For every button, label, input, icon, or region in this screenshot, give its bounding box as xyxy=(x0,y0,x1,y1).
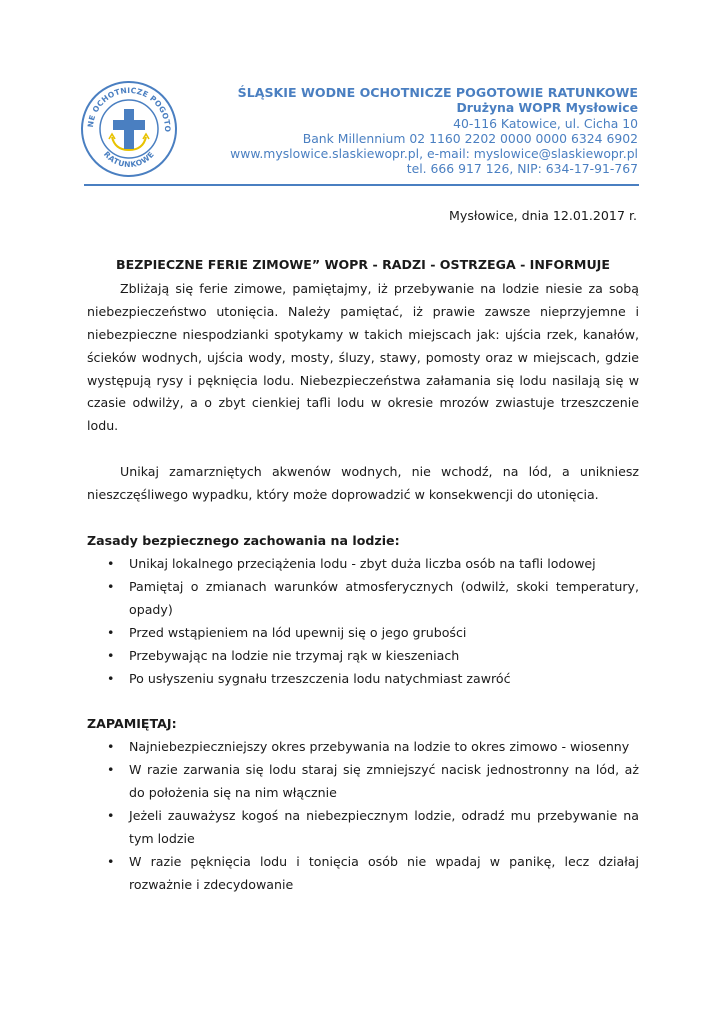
wopr-logo xyxy=(79,79,179,179)
remember-list xyxy=(87,736,639,896)
bullet-icon: • xyxy=(107,578,115,594)
paragraph-2: Unikaj zamarzniętych akwenów wodnych, nie wchodź, na lód, a unikniesz nieszczęśliwego wypadku, który może doprowadzić w konsekwencji do utonięcia. xyxy=(87,464,639,503)
bullet-icon: • xyxy=(107,762,115,778)
logo-ring-text-bottom: RATUNKOWE xyxy=(101,149,157,170)
paragraph-1: Zbliżają się ferie zimowe, pamiętajmy, iż przebywanie na lodzie niesie za sobą niebezpieczeństwo utonięcia. Należy pamiętać, iż prawie zawsze nieprzyjemne i niebezpieczne niespodzianki spotykamy w takich miejscach jak: ujścia rzek, kanałów, ścieków wodnych, ujścia wody, mosty, śluzy, stawy, pomosty oraz w miejscach, gdzie występują rysy i pęknięcia lodu. Niebezpieczeństwa załamania się lodu nasilają się w czasie odwilży, a o zbyt cienkiej tafli lodu w okresie mrozów zwiastuje trzeszczenie lodu. xyxy=(87,280,639,434)
bullet-icon: • xyxy=(107,555,115,571)
header-divider xyxy=(84,184,639,186)
cross-icon xyxy=(113,109,145,149)
list-item: • Pamiętaj o zmianach warunków atmosferycznych (odwilż, skoki temperatury, opady) xyxy=(87,576,639,622)
list-item: • W razie zarwania się lodu staraj się zmniejszyć nacisk jednostronny na lód, aż do położenia się na nim włącznie xyxy=(87,759,639,805)
phone-nip: tel. 666 917 126, NIP: 634-17-91-767 xyxy=(406,161,638,177)
letter-body xyxy=(87,254,639,897)
bullet-icon: • xyxy=(107,647,115,663)
bullet-icon: • xyxy=(107,808,115,824)
bullet-icon: • xyxy=(107,739,115,755)
list-item: • Po usłyszeniu sygnału trzeszczenia lodu natychmiast zawróć xyxy=(87,668,639,691)
address: 40-116 Katowice, ul. Cicha 10 xyxy=(453,115,638,131)
bullet-icon: • xyxy=(107,853,115,869)
rules-list xyxy=(87,553,639,690)
list-item: • Najniebezpieczniejszy okres przebywania na lodzie to okres zimowo - wiosenny xyxy=(87,736,639,759)
bank-account: Bank Millennium 02 1160 2202 0000 0000 6324 6902 xyxy=(302,130,638,146)
letterhead xyxy=(230,85,638,177)
org-name: ŚLĄSKIE WODNE OCHOTNICZE POGOTOWIE RATUNKOWE xyxy=(237,85,638,100)
web-email: www.myslowice.slaskiewopr.pl, e-mail: myslowice@slaskiewopr.pl xyxy=(230,146,638,162)
svg-text:RATUNKOWE xyxy=(102,150,156,169)
spacer xyxy=(87,438,639,461)
team-name: Drużyna WOPR Mysłowice xyxy=(456,100,638,116)
rules-heading: Zasady bezpiecznego zachowania na lodzie: xyxy=(87,533,400,549)
list-item: • Przebywając na lodzie nie trzymaj rąk w kieszeniach xyxy=(87,645,639,668)
list-item: • Unikaj lokalnego przeciążenia lodu - zbyt duża liczba osób na tafli lodowej xyxy=(87,553,639,576)
logo-ring-text-top: NE OCHOTNICZE POGOTO xyxy=(85,85,173,133)
spacer xyxy=(87,507,639,530)
remember-heading: ZAPAMIĘTAJ: xyxy=(87,716,177,732)
letter-date: Mysłowice, dnia 12.01.2017 r. xyxy=(449,208,637,223)
list-item: • Jeżeli zauważysz kogoś na niebezpiecznym lodzie, odradź mu przebywanie na tym lodzie xyxy=(87,805,639,851)
document-title: BEZPIECZNE FERIE ZIMOWE” WOPR - RADZI - OSTRZEGA - INFORMUJE xyxy=(116,257,610,272)
list-item: • Przed wstąpieniem na lód upewnij się o jego grubości xyxy=(87,622,639,645)
spacer xyxy=(87,690,639,713)
bullet-icon: • xyxy=(107,670,115,686)
bullet-icon: • xyxy=(107,624,115,640)
list-item: • W razie pęknięcia lodu i tonięcia osób nie wpadaj w panikę, lecz działaj rozważnie i zdecydowanie xyxy=(87,851,639,897)
